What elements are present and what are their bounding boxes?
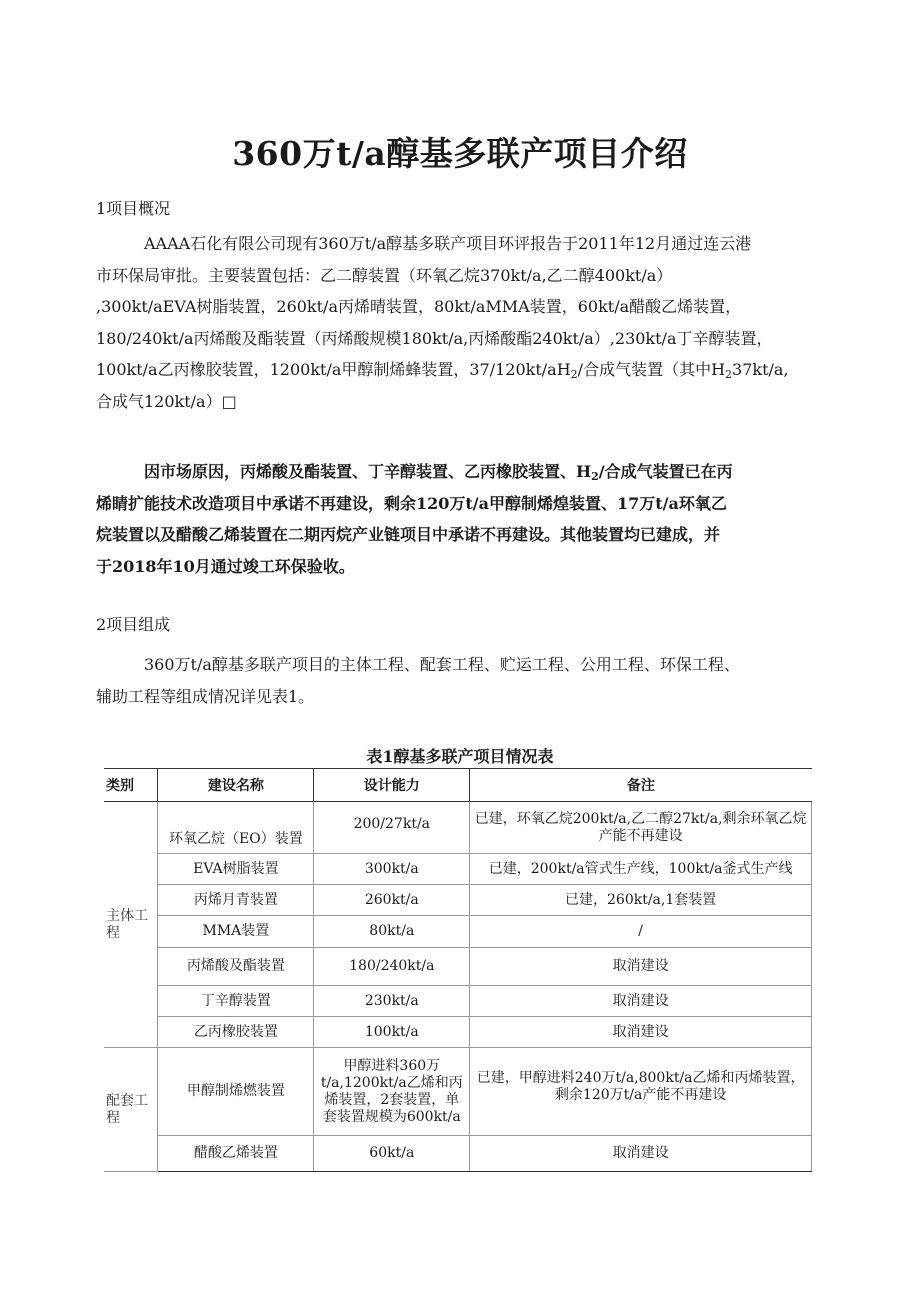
note-cell: / <box>470 916 812 948</box>
paragraph-composition <box>96 649 824 712</box>
section-heading-overview: 1项目概况 <box>96 199 171 218</box>
column-header: 类别 <box>104 769 158 802</box>
table-row <box>104 854 812 885</box>
table-row <box>104 916 812 948</box>
capacity-cell: 260kt/a <box>314 885 470 916</box>
name-cell: 丁辛醇装置 <box>158 986 314 1017</box>
capacity-cell: 80kt/a <box>314 916 470 948</box>
paragraph-line <box>96 354 824 386</box>
note-cell: 取消建设 <box>470 948 812 986</box>
text-run: 37kt/a, <box>732 360 789 379</box>
paragraph-line: 烯睛扩能技术改造项目中承诺不再建设，剩余120万t/a甲醇制烯煌装置、17万t/a环氧乙 <box>96 493 727 513</box>
column-header: 备注 <box>470 769 812 802</box>
text-run: 因市场原因，丙烯酸及酯装置、丁辛醇装置、乙丙橡胶装置、H <box>144 462 592 481</box>
table-row <box>104 986 812 1017</box>
note-cell: 取消建设 <box>470 986 812 1017</box>
column-header: 设计能力 <box>314 769 470 802</box>
table-row <box>104 1136 812 1172</box>
paragraph-line: 烷装置以及醋酸乙烯装置在二期丙烷产业链项目中承诺不再建设。其他装置均已建成，并 <box>96 525 721 544</box>
note-cell: 取消建设 <box>470 1017 812 1048</box>
capacity-cell: 100kt/a <box>314 1017 470 1048</box>
paragraph-line: 180/240kt/a丙烯酸及酯装置（丙烯酸规模180kt/a,丙烯酸酯240kt/a）,230kt/a丁辛醇装置， <box>96 328 773 348</box>
table-row <box>104 1017 812 1048</box>
name-cell: 丙烯酸及酯装置 <box>158 948 314 986</box>
capacity-cell: 230kt/a <box>314 986 470 1017</box>
note-cell: 已建，260kt/a,1套装置 <box>470 885 812 916</box>
name-cell: 甲醇制烯燃装置 <box>158 1048 314 1136</box>
capacity-cell: 180/240kt/a <box>314 948 470 986</box>
paragraph-line: 于2018年10月通过竣工环保验收。 <box>96 556 355 576</box>
table-row <box>104 885 812 916</box>
subscript: 2 <box>591 470 599 483</box>
name-cell: 丙烯月青装置 <box>158 885 314 916</box>
page-title: 360万t/a醇基多联产项目介绍 <box>232 134 688 173</box>
text-run: /合成气装置已在丙 <box>598 462 733 481</box>
table-row <box>104 802 812 854</box>
name-cell: 乙丙橡胶装置 <box>158 1017 314 1048</box>
text-run: 100kt/a乙丙橡胶装置，1200kt/a甲醇制烯蜂装置，37/120kt/aH <box>96 360 571 379</box>
paragraph-overview <box>96 228 824 417</box>
category-cell: 配套工程 <box>104 1048 158 1172</box>
paragraph-status <box>96 456 824 582</box>
name-cell: EVA树脂装置 <box>158 854 314 885</box>
paragraph-line: AAAA石化有限公司现有360万t/a醇基多联产项目环评报告于2011年12月通过连云港 <box>144 234 752 253</box>
capacity-cell: 甲醇进料360万t/a,1200kt/a乙烯和丙烯装置，2套装置，单套装置规模为600kt/a <box>314 1048 470 1136</box>
capacity-cell: 60kt/a <box>314 1136 470 1172</box>
name-cell: 环氧乙烷（EO）装置 <box>158 802 314 854</box>
paragraph-line: ,300kt/aEVA树脂装置，260kt/a丙烯晴装置，80kt/aMMA装置，60kt/a醋酸乙烯装置， <box>96 297 742 316</box>
category-cell: 主体工程 <box>104 802 158 1048</box>
note-cell: 已建，环氧乙烷200kt/a,乙二醇27kt/a,剩余环氧乙烷产能不再建设 <box>470 802 812 854</box>
subscript: 2 <box>725 368 733 381</box>
capacity-cell: 300kt/a <box>314 854 470 885</box>
section-heading-composition: 2项目组成 <box>96 615 171 634</box>
note-cell: 取消建设 <box>470 1136 812 1172</box>
subscript: 2 <box>570 368 578 381</box>
note-cell: 已建，200kt/a管式生产线，100kt/a釜式生产线 <box>470 854 812 885</box>
name-cell: MMA装置 <box>158 916 314 948</box>
paragraph-line: 辅助工程等组成情况详见表1。 <box>96 686 315 706</box>
table-row <box>104 948 812 986</box>
capacity-cell: 200/27kt/a <box>314 802 470 854</box>
paragraph-line: 360万t/a醇基多联产项目的主体工程、配套工程、贮运工程、公用工程、环保工程、 <box>144 655 740 674</box>
table-caption: 表1醇基多联产项目情况表 <box>366 747 554 766</box>
table-row <box>104 1048 812 1136</box>
table-header-row <box>104 769 812 802</box>
project-table <box>104 768 812 1172</box>
paragraph-line: 市环保局审批。主要装置包括：乙二醇装置（环氧乙烷370kt/a,乙二醇400kt/a） <box>96 265 673 285</box>
note-cell: 已建，甲醇进料240万t/a,800kt/a乙烯和丙烯装置，剩余120万t/a产能不再建设 <box>470 1048 812 1136</box>
paragraph-line: 合成气120kt/a）□ <box>96 391 237 411</box>
paragraph-line <box>96 456 824 488</box>
text-run: /合成气装置（其中H <box>577 360 726 379</box>
column-header: 建设名称 <box>158 769 314 802</box>
name-cell: 醋酸乙烯装置 <box>158 1136 314 1172</box>
